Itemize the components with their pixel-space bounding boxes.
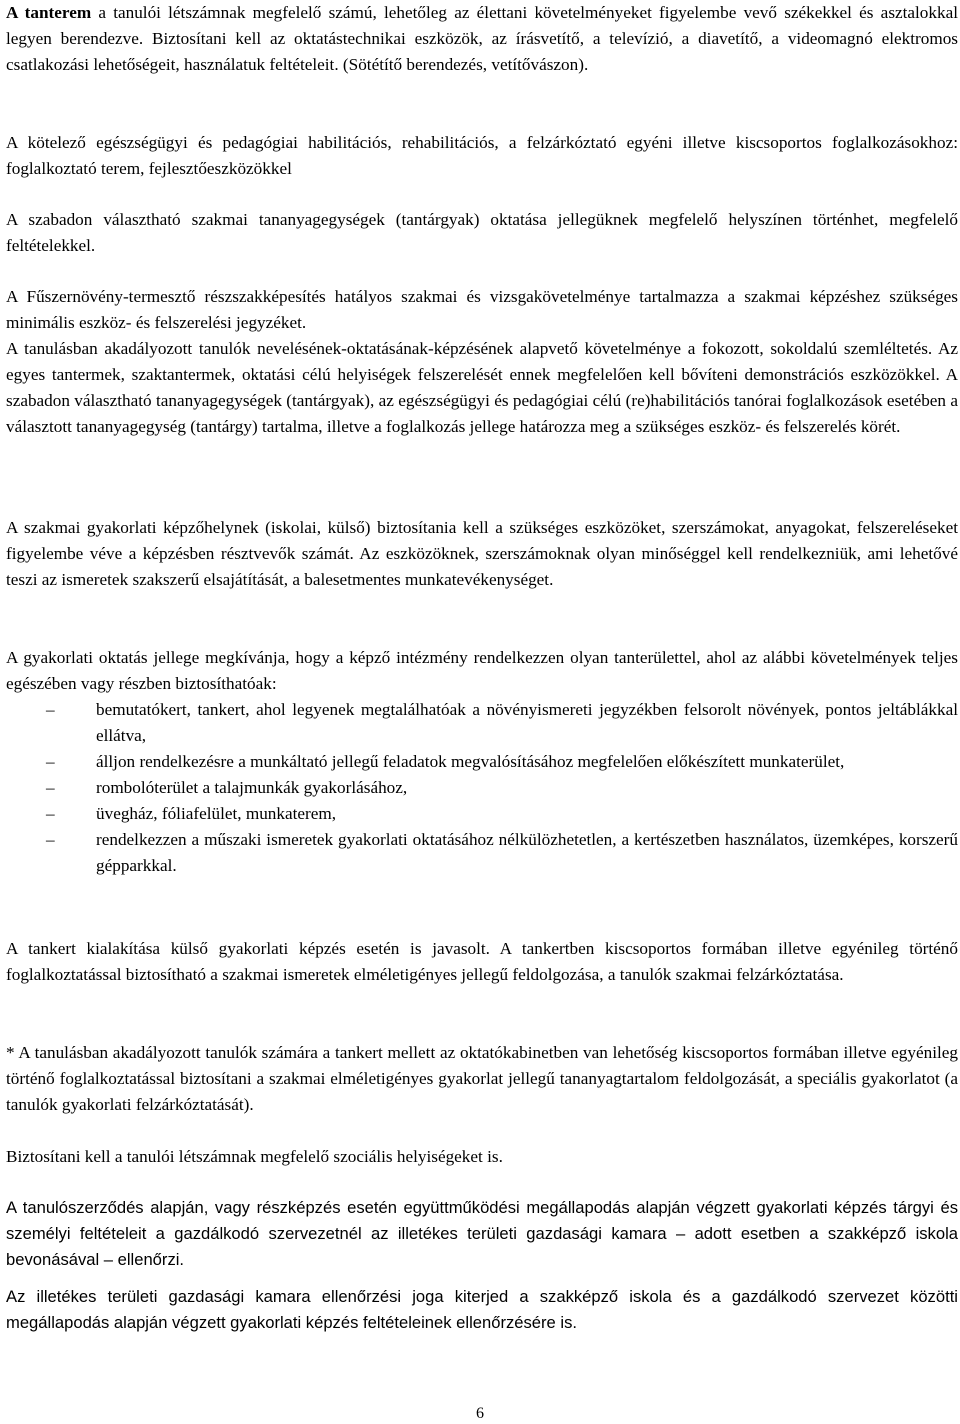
paragraph-apprenticeship: A tanulószerződés alapján, vagy részképzés esetén együttműködési megállapodás alapján végzett gyakorlati képzés tárgyi és személyi feltételeit a gazdálkodó szervezetnél az illetékes területi gazdasági kamara – adott esetben a szakképző iskola bevonásával – ellenőrzi.	[6, 1198, 958, 1269]
requirements-list	[6, 697, 958, 879]
paragraph-electives: A szabadon választható szakmai tananyagegységek (tantárgyak) oktatása jellegüknek megfelelő helyszínen történhet, megfelelő feltételekkel.	[6, 210, 958, 255]
paragraph-classroom	[6, 0, 958, 78]
paragraph-school-garden: A tankert kialakítása külső gyakorlati képzés esetén is javasolt. A tankertben kiscsoportos formában illetve egyénileg történő foglalkoztatással biztosítható a szakmai ismeretek elméletigényes jellegű feldolgozása, a tanulók szakmai felzárkóztatása.	[6, 939, 958, 984]
list-item-text: rendelkezzen a műszaki ismeretek gyakorlati oktatásához nélkülözhetetlen, a kertészetben használatos, üzemképes, korszerű gépparkkal.	[96, 830, 958, 875]
paragraph-lead: A tanterem	[6, 3, 92, 22]
paragraph-practical-site: A szakmai gyakorlati képzőhelynek (iskolai, külső) biztosítania kell a szükséges eszközöket, szerszámokat, anyagokat, felszereléseket figyelembe véve a képzésben résztvevők számát. Az eszközöknek, szerszámoknak olyan minőséggel kell rendelkezniük, ami lehetővé teszi az ismeretek szakszerű elsajátítását, a balesetmentes munkatevékenységet.	[6, 518, 958, 589]
dash-marker: –	[46, 830, 55, 849]
list-item	[6, 749, 958, 775]
dash-marker: –	[46, 752, 55, 771]
paragraph-footnote: * A tanulásban akadályozott tanulók számára a tankert mellett az oktatókabinetben van lehetőség kiscsoportos formában illetve egyénileg történő foglalkoztatással biztosítani a szakmai elméletigényes gyakorlat jellegű tananyagtartalom feldolgozását, a speciális gyakorlatot (a tanulók gyakorlati felzárkóztatását).	[6, 1043, 958, 1114]
dash-marker: –	[46, 804, 55, 823]
paragraph-practical-training: A gyakorlati oktatás jellege megkívánja, hogy a képző intézmény rendelkezzen olyan tanterülettel, ahol az alábbi követelmények teljes egészében vagy részben biztosíthatóak:	[6, 648, 958, 693]
list-item-text: rombolóterület a talajmunkák gyakorlásához,	[96, 778, 408, 797]
list-item-text: álljon rendelkezésre a munkáltató jellegű feladatok megvalósításához megfelelően előkészített munkaterület,	[96, 752, 845, 771]
paragraph-disabled-students: A tanulásban akadályozott tanulók nevelésének-oktatásának-képzésének alapvető követelménye a fokozott, sokoldalú szemléltetés. Az egyes tantermek, szaktantermek, oktatási célú helyiségek felszerelését ennek megfelelően kell bővíteni demonstrációs eszközökkel. A szabadon választható tananyagegységek (tantárgyak), az egészségügyi és pedagógiai célú (re)habilitációs tanórai foglalkozások esetében a választott tananyagegység (tantárgy) tartalma, illetve a foglalkozás jellege határozza meg a szükséges eszköz- és felszerelés körét.	[6, 339, 958, 436]
list-item	[6, 697, 958, 749]
paragraph-text: a tanulói létszámnak megfelelő számú, lehetőleg az élettani követelményeket figyelembe vevő székekkel és asztalokkal legyen berendezve. Biztosítani kell az oktatástechnikai eszközök, az írásvetítő, a televízió, a diavetítő, a videomagnó elektromos csatlakozási lehetőségeit, használatuk feltételeit. (Sötétítő berendezés, vetítővászon).	[6, 3, 958, 74]
dash-marker: –	[46, 700, 55, 719]
dash-marker: –	[46, 778, 55, 797]
paragraph-habilitation: A kötelező egészségügyi és pedagógiai habilitációs, rehabilitációs, a felzárkóztató egyéni illetve kiscsoportos foglalkozásokhoz: foglalkoztató terem, fejlesztőeszközökkel	[6, 133, 958, 178]
list-item	[6, 827, 958, 879]
list-item	[6, 775, 958, 801]
page-number: 6	[476, 1405, 484, 1422]
paragraph-requirements: A Fűszernövény-termesztő részszakképesítés hatályos szakmai és vizsgakövetelménye tartalmazza a szakmai képzéshez szükséges minimális eszköz- és felszerelési jegyzéket.	[6, 287, 958, 332]
list-item	[6, 801, 958, 827]
paragraph-social-rooms: Biztosítani kell a tanulói létszámnak megfelelő szociális helyiségeket is.	[6, 1147, 503, 1166]
list-item-text: bemutatókert, tankert, ahol legyenek megtalálhatóak a növényismereti jegyzékben felsorolt növények, pontos jeltáblákkal ellátva,	[96, 700, 958, 745]
paragraph-chamber-rights: Az illetékes területi gazdasági kamara ellenőrzési joga kiterjed a szakképző iskola és a gazdálkodó szervezet közötti megállapodás alapján végzett gyakorlati képzés feltételeinek ellenőrzésére is.	[6, 1287, 958, 1332]
list-item-text: üvegház, fóliafelület, munkaterem,	[96, 804, 337, 823]
